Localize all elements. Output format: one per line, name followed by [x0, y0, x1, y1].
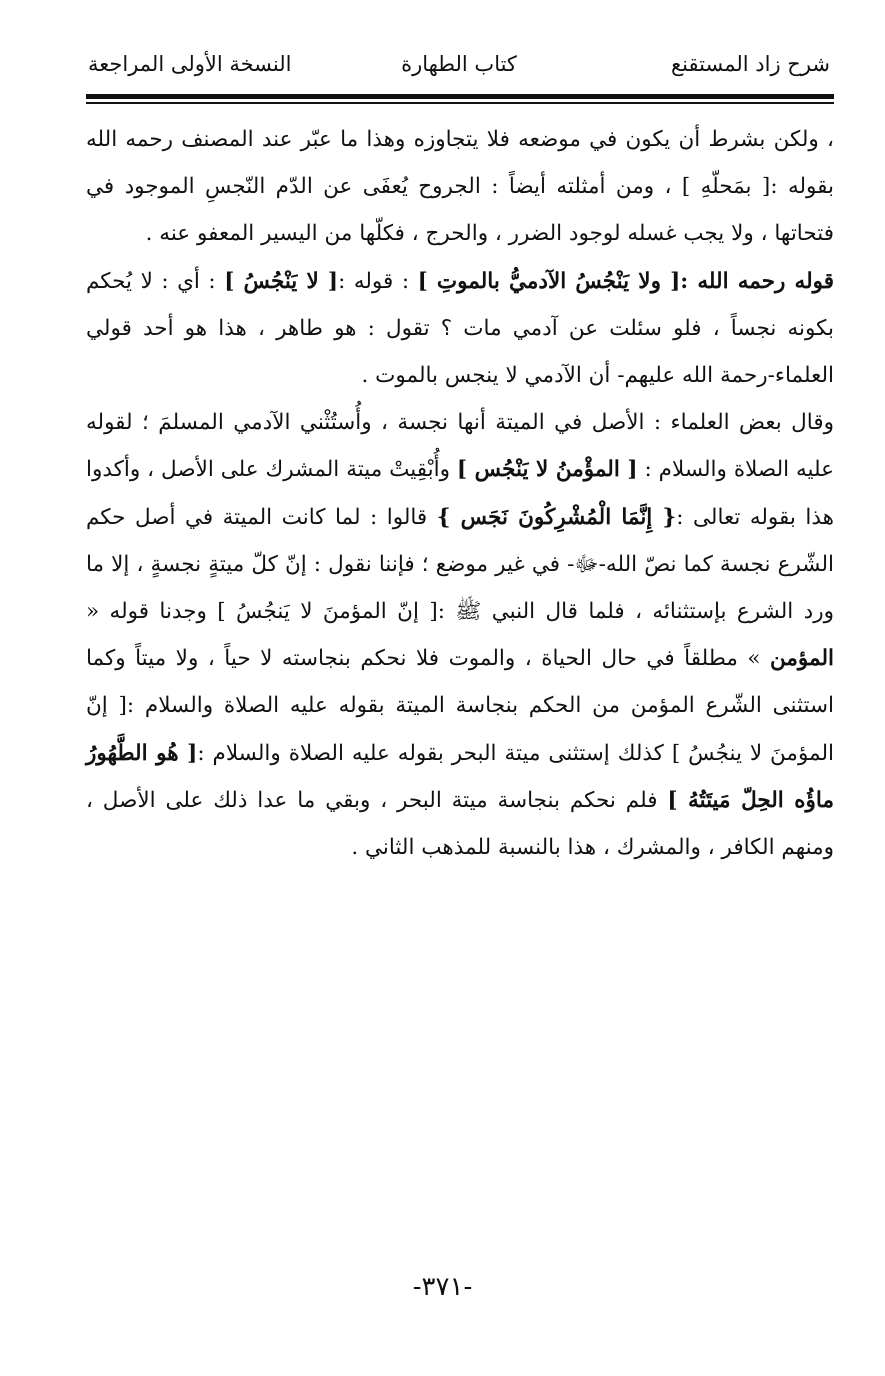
paragraph	[86, 399, 834, 871]
paragraph-segment: » مطلقاً في حال الحياة ، والموت فلا نحكم بنجاسته لا حياً ، ولا ميتاً وكما استثنى الشّرع المؤمن من الحكم بنجاسة الميتة بقوله عليه الصلاة والسلام :[ إنّ المؤمنَ لا ينجُسُ ] كذلك إستثنى ميتة البحر بقوله عليه الصلاة والسلام :	[86, 646, 835, 766]
paragraph-segment-bold: قوله رحمه الله :[ ولا يَنْجُسُ الآدميُّ بالموتِ ]	[417, 268, 835, 294]
paragraph-segment: وقال بعض العلماء : الأصل في الميتة أنها نجسة ، وأُستُثْني الآدمي المسلمَ ؛ لقوله عليه الصلاة والسلام :	[86, 410, 834, 483]
paragraph-segment-bold: [ لا يَنْجُسُ ]	[224, 268, 339, 294]
header-rule-thick	[86, 94, 834, 99]
paragraph-segment: قالوا : لما كانت الميتة في أصل حكم الشّرع نجسة كما نصّ الله-ﷻ- في غير موضع ؛ فإننا نقول : إنّ كلّ ميتةٍ نجسةٍ ، إلا ما ورد الشرع بإستثنائه ، فلما قال النبي ﷺ :[ إنّ المؤمنَ لا يَنجُسُ ] وجدنا قوله «	[86, 504, 834, 625]
paragraph	[86, 116, 834, 258]
paragraph-segment: ، ولكن بشرط أن يكون في موضعه فلا يتجاوزه وهذا ما عبّر عند المصنف رحمه الله بقوله :[ بمَحلّهِ ] ، ومن أمثلته أيضاً : الجروح يُعفَى عن الدّم النّجسِ الموجود في فتحاتها ، ولا يجب غسله لوجود الضرر ، والحرج ، فكلّها من اليسير المعفو عنه .	[86, 127, 834, 247]
paragraph-segment-bold: [ هُو الطَّهُورُ ماؤُه الحِلّ مَيتَتُهُ ]	[86, 740, 834, 813]
paragraph-segment: : أي : لا يُحكم بكونه نجساً ، فلو سئلت عن آدمي مات ؟ تقول : هو طاهر ، هذا هو أحد قولي العلماء-رحمة الله عليهم- أن الآدمي لا ينجس بالموت .	[86, 268, 834, 389]
page-body	[86, 116, 834, 871]
header-chapter: كتاب الطهارة	[401, 52, 517, 76]
page-number: -٣٧١-	[412, 1272, 473, 1302]
paragraph-segment: فلم نحكم بنجاسة ميتة البحر ، وبقي ما عدا ذلك على الأصل ، ومنهم الكافر ، والمشرك ، هذا بالنسبة للمذهب الثاني .	[86, 787, 834, 861]
header-book-title: شرح زاد المستقنع	[671, 52, 830, 76]
paragraph-segment-bold: المؤمن	[770, 646, 834, 672]
header-rule-thin	[86, 102, 834, 104]
page-header	[88, 52, 830, 92]
header-edition: النسخة الأولى المراجعة	[88, 52, 292, 76]
paragraph-segment: : قوله :	[338, 268, 418, 294]
paragraph-segment: وأُبْقِيتْ ميتة المشرك على الأصل ، وأكدوا هذا بقوله تعالى :	[86, 457, 834, 530]
paragraph	[86, 258, 834, 400]
paragraph-segment-bold: [ المؤْمنُ لا يَنْجُس ]	[456, 457, 638, 483]
paragraph-segment-bold: { إِنَّمَا الْمُشْرِكُونَ نَجَس }	[436, 504, 677, 530]
